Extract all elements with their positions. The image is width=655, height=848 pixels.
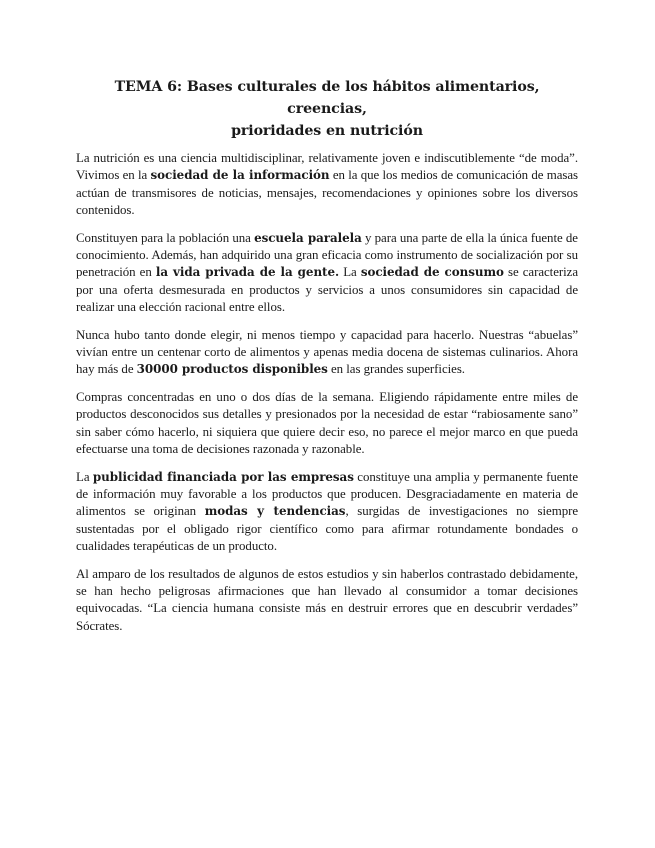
document-page xyxy=(76,76,578,645)
bold-run: 30000 productos disponibles xyxy=(136,362,328,377)
text-run: La nutrición es una ciencia multidisciplinar, relativamente joven e indiscutiblemente “de moda”. Vivimos en la xyxy=(76,151,578,183)
text-run: La xyxy=(76,469,93,484)
paragraph-2 xyxy=(76,230,578,317)
bold-run: la vida privada de la gente. xyxy=(155,265,340,280)
text-run: Nunca hubo tanto donde elegir, ni menos tiempo y capacidad para hacerlo. Nuestras “abuelas” vivían entre un centenar corto de alimentos y apenas media docena de sistemas culinarios. Ahora hay más de xyxy=(76,327,578,377)
text-run: se caracteriza por una oferta desmesurada en productos y servicios a unos consumidores sin capacidad de realizar una elección racional entre ellos. xyxy=(76,265,578,315)
bold-run: sociedad de consumo xyxy=(360,265,504,280)
text-run: constituye una amplia y permanente fuente de información muy favorable a los productos que producen. Desgraciadamente en materia de alimentos se originan xyxy=(76,469,579,519)
page-title xyxy=(76,76,578,142)
paragraph-3 xyxy=(76,327,578,379)
bold-run: sociedad de la información xyxy=(150,168,330,183)
bold-run: publicidad financiada por las empresas xyxy=(92,469,354,484)
paragraph-1 xyxy=(76,150,578,220)
paragraph-5 xyxy=(76,469,578,556)
text-run: en las grandes superficies. xyxy=(327,362,465,377)
paragraph-4 xyxy=(76,389,578,459)
text-run: , surgidas de investigaciones no siempre sustentadas por el obligado rigor científico como para afirmar rotundamente bondades o cualidades terapéuticas de un producto. xyxy=(76,504,579,554)
text-run: Constituyen para la población una xyxy=(76,230,255,245)
title-line-1: TEMA 6: Bases culturales de los hábitos alimentarios, creencias, xyxy=(114,79,540,117)
text-run: en la que los medios de comunicación de masas actúan de transmisores de noticias, mensajes, recomendaciones y opiniones sobre los diversos contenidos. xyxy=(76,168,578,218)
title-line-2: prioridades en nutrición xyxy=(231,123,423,139)
text-run: Al amparo de los resultados de algunos de estos estudios y sin haberlos contrastado debidamente, se han hecho peligrosas afirmaciones que han llevado al consumidor a tomar decisiones equivocadas. “La ciencia humana consiste más en destruir errores que en descubrir verdades” Sócrates. xyxy=(76,566,578,633)
text-run: La xyxy=(339,265,361,280)
text-run: y para una parte de ella la única fuente de conocimiento. Además, han adquirido una gran eficacia como instrumento de socialización por su penetración en xyxy=(76,230,578,280)
bold-run: escuela paralela xyxy=(254,230,362,245)
paragraph-6 xyxy=(76,566,578,636)
bold-run: modas y tendencias xyxy=(204,504,346,519)
text-run: Compras concentradas en uno o dos días de la semana. Eligiendo rápidamente entre miles de productos desconocidos sus detalles y presionados por la necesidad de estar “rabiosamente sano” sin saber cómo hacerlo, ni siquiera que quiere decir eso, no parece el mejor marco en que pueda efectuarse una toma de decisiones razonada y razonable. xyxy=(76,389,578,457)
